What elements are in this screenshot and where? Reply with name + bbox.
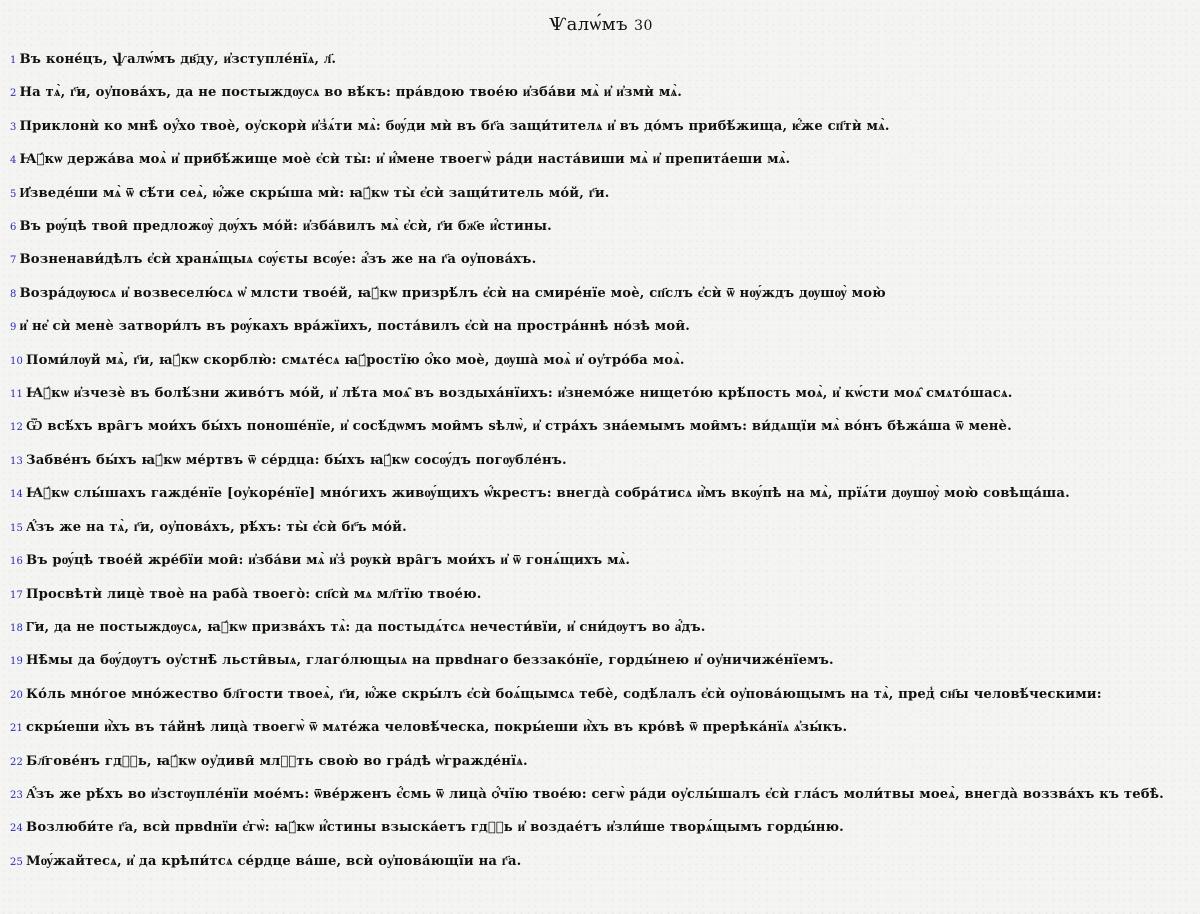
- verse-text: Возлюби́те г҃а, всѝ првdнїи є҆гѡ̀: ꙗ҆́кѡ и҆́стины взыска́етъ гдⷭ҇ь и҆ воздае́тъ и҆зли́ше творѧ́щымъ горды́ню.: [26, 820, 844, 836]
- verse-8: [10, 278, 1192, 311]
- verse-18: [10, 612, 1192, 645]
- verse-number: 11: [10, 389, 24, 401]
- verse-text: И҆зведе́ши мѧ̀ ѿ сѣ́ти сеѧ̀, ю҆́же скры́ша мѝ: ꙗ҆́кѡ ты̀ є҆сѝ защи́титель мо́й, г҃и.: [19, 185, 610, 201]
- psalm-number: 30: [634, 18, 653, 34]
- psalm-title-text: Ѱалѡ́мъ: [549, 14, 629, 35]
- verse-text: Возненави́дѣлъ є҆сѝ хранѧ́щыѧ сѹ́єты всѹ́е: а҆́зъ же на г҃а оу҆пова́хъ.: [19, 252, 537, 268]
- verse-number: 25: [10, 856, 24, 868]
- verse-24: [10, 812, 1192, 845]
- psalm-title: [10, 10, 1192, 40]
- verse-number: 8: [10, 288, 17, 300]
- verse-22: [10, 746, 1192, 779]
- verse-number: 23: [10, 789, 24, 801]
- verse-25: [10, 846, 1192, 879]
- verse-text: Просвѣтѝ лицѐ твоѐ на раба̀ твоего̀: сп҃сѝ мѧ мл҃тїю твое́ю.: [26, 586, 482, 602]
- verse-text: Приклонѝ ко мнѣ̀ оу҆́хо твоѐ, оу҆скорѝ и҆з̾ѧ́ти мѧ̀: бѹ́ди мѝ въ бг҃а защи́тителѧ и҆ въ до́мъ прибѣ́жища, ѥ҆́же сп҃тѝ мѧ̀.: [19, 118, 890, 134]
- verse-21: [10, 712, 1192, 745]
- verse-text: скры́еши и҆̀хъ въ та́йнѣ лица̀ твоегѡ̀ ѿ мѧте́жа человѣ́ческа, покры́еши и҆̀хъ въ кро́вѣ ѿ прерѣка́нїѧ ѧ҆зы́къ.: [26, 720, 848, 736]
- verse-text: Бл҃гове́нъ гдⷭ҇ь, ꙗ҆́кѡ оу҆диви̑ млⷭ҇ть свою̀ во гра́дѣ ѡ҆гражде́нїѧ.: [26, 753, 528, 769]
- verse-number: 5: [10, 188, 17, 200]
- verse-number: 19: [10, 656, 24, 668]
- verse-5: [10, 178, 1192, 211]
- verse-number: 1: [10, 55, 17, 66]
- verse-number: 14: [10, 489, 24, 501]
- verse-number: 24: [10, 823, 24, 835]
- verse-text: А҆́зъ же рѣ́хъ во и҆зстѹпле́нїи мое́мъ: ѿве́рженъ є҆́смь ѿ лица̀ ѻ҆́чїю твое́ю: сегѡ̀ ра́ди оу҆слы́шалъ є҆сѝ гла́съ моли́твы моеѧ̀, внегда̀ воззва́хъ къ тебѣ̀.: [26, 786, 1164, 802]
- verse-number: 10: [10, 355, 24, 367]
- verse-number: 20: [10, 689, 24, 701]
- verse-text: Ꙗ҆́кѡ слы́шахъ гажде́нїе [оу҆коре́нїе] мно́гихъ живѹ́щихъ ѡ҆́крестъ: внегда̀ собра́тисѧ и҆̀мъ вкѹ́пѣ на мѧ̀, прїѧ́ти дѹшѹ̀ мою̀ совѣща́ша.: [26, 486, 1070, 502]
- verse-number: 2: [10, 88, 17, 100]
- verse-15: [10, 512, 1192, 545]
- verse-number: 13: [10, 455, 24, 467]
- verse-6: [10, 211, 1192, 244]
- verse-7: [10, 244, 1192, 277]
- verse-1: [10, 44, 1192, 77]
- verse-14: [10, 478, 1192, 511]
- verse-number: 9: [10, 322, 17, 334]
- verse-number: 22: [10, 756, 24, 768]
- verse-text: Ко́ль мно́гое мно́жество бл҃гости твоеѧ̀, г҃и, ю҆́же скры́лъ є҆сѝ боѧ́щымсѧ тебѐ, содѣ́лалъ є҆сѝ оу҆пова́ющымъ на тѧ̀, пред̾ сн҃ы человѣ́ческими:: [26, 686, 1102, 702]
- verse-23: [10, 779, 1192, 812]
- verse-text: Нѣ̑мы да бѹ́дѹтъ оу҆стнѣ̑ льсти̑выѧ, глаго́лющыѧ на првdнаго беззако́нїе, горды́нею и҆ оу҆ничиже́нїемъ.: [26, 653, 834, 669]
- verse-3: [10, 111, 1192, 144]
- verse-number: 17: [10, 589, 24, 601]
- verse-text: А҆́зъ же на тѧ̀, г҃и, оу҆пова́хъ, рѣ́хъ: ты̀ є҆сѝ бг҃ъ мо́й.: [26, 519, 407, 535]
- verse-4: [10, 144, 1192, 177]
- verse-number: 6: [10, 222, 17, 234]
- verse-text: На тѧ̀, г҃и, оу҆пова́хъ, да не постыждѹсѧ во вѣ́къ: пра́вдою твое́ю и҆зба́ви мѧ̀ и҆ и҆змѝ мѧ̀.: [19, 85, 682, 101]
- verse-text: и҆ не҆ сѝ менѐ затвори́лъ въ рѹ́кахъ вра́жїихъ, поста́вилъ є҆сѝ на простра́ннѣ но́зѣ мои̑.: [19, 319, 691, 335]
- verse-text: Поми́лѹй мѧ̀, г҃и, ꙗ҆́кѡ скорблю̀: смѧте́сѧ ꙗ҆́ростїю ѻ҆́ко моѐ, дѹша̀ моѧ̀ и҆ оу҆тро́ба моѧ̀.: [26, 352, 685, 368]
- verse-11: [10, 378, 1192, 411]
- verse-list: [10, 44, 1192, 879]
- verse-number: 21: [10, 723, 24, 735]
- verse-text: Забве́нъ бы́хъ ꙗ҆́кѡ ме́ртвъ ѿ се́рдца: бы́хъ ꙗ҆́кѡ сосѹ́дъ погѹбле́нъ.: [26, 452, 567, 468]
- verse-20: [10, 679, 1192, 712]
- verse-number: 15: [10, 522, 24, 534]
- verse-10: [10, 345, 1192, 378]
- verse-2: [10, 77, 1192, 110]
- verse-17: [10, 579, 1192, 612]
- verse-text: Г҃и, да не постыждѹсѧ, ꙗ҆́кѡ призва́хъ тѧ̀: да постыдѧ́тсѧ нечести́вїи, и҆ сни́дѹтъ во а҆́дъ.: [26, 619, 706, 635]
- verse-text: Возра́дѹюсѧ и҆ возвеселю́сѧ ѡ҆ млcти твое́й, ꙗ҆́кѡ призрѣ́лъ є҆сѝ на смире́нїе моѐ, сп҃слъ є҆сѝ ѿ нѹ́ждъ дѹшѹ̀ мою̀: [19, 285, 886, 301]
- verse-19: [10, 645, 1192, 678]
- verse-text: Ꙗ҆́кѡ и҆зчезѐ въ болѣ́зни живо́тъ мо́й, и҆ лѣ́та моѧ̑ въ воздыха́нїихъ: и҆знемо́же нището́ю крѣ́пость моѧ̀, и҆ кѡ́сти моѧ̑ смѧто́шасѧ.: [26, 386, 1013, 402]
- verse-text: Въ рѹ́цѣ твои̑ предложѹ̀ дѹ́хъ мо́й: и҆зба́вилъ мѧ̀ є҆сѝ, г҃и бж҃е и҆́стины.: [19, 219, 552, 235]
- verse-number: 7: [10, 255, 17, 267]
- verse-text: Мѹ́жайтесѧ, и҆ да крѣпи́тсѧ се́рдце ва́ше, всѝ оу҆пова́ющїи на г҃а.: [26, 853, 522, 869]
- verse-text: Ѿ всѣ́хъ вра̑гъ мои́хъ бы́хъ поноше́нїе, и҆ сосѣ́дѡмъ мои̑мъ ѕѣлѡ̀, и҆ стра́хъ зна́емымъ мои̑мъ: ви́дѧщїи мѧ̀ во́нъ бѣжа́ша ѿ менѐ.: [26, 419, 1012, 435]
- verse-text: Въ коне́цъ, ѱалѡ́мъ дв҃ду, и҆зступле́нїѧ, л҃.: [19, 52, 337, 67]
- verse-number: 16: [10, 556, 24, 568]
- verse-13: [10, 445, 1192, 478]
- verse-number: 12: [10, 422, 24, 434]
- verse-text: Ꙗ҆́кѡ держа́ва моѧ̀ и҆ прибѣ́жище моѐ є҆сѝ ты̀: и҆ и҆́мене твоегѡ̀ ра́ди наста́виши мѧ̀ и҆ препита́еши мѧ̀.: [19, 152, 791, 168]
- verse-number: 18: [10, 622, 24, 634]
- verse-number: 4: [10, 155, 17, 167]
- verse-number: 3: [10, 121, 17, 133]
- verse-16: [10, 545, 1192, 578]
- verse-text: Въ рѹ́цѣ твое́й жре́бїи мои̑: и҆зба́ви мѧ̀ и҆з̾ рѹкѝ вра̑гъ мои́хъ и҆ ѿ гонѧ́щихъ мѧ̀.: [26, 553, 631, 569]
- verse-9: [10, 311, 1192, 344]
- verse-12: [10, 411, 1192, 444]
